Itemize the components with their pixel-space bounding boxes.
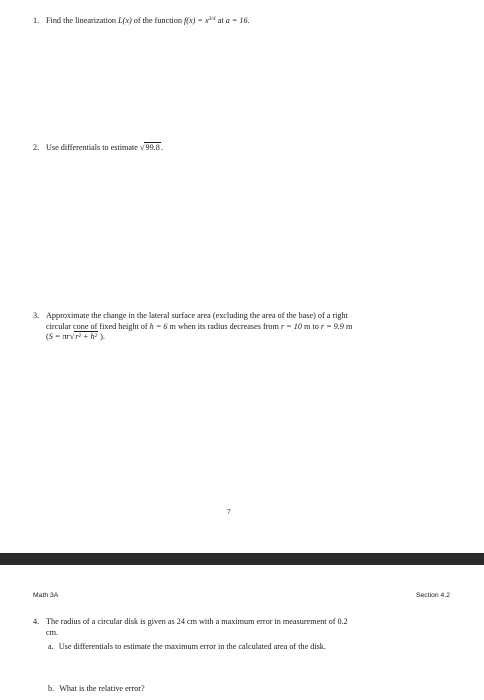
radical-expression bbox=[140, 142, 161, 152]
math-function: $f(x) = x^{3/4}$ bbox=[184, 16, 216, 25]
formula-lhs: S = πr bbox=[48, 332, 70, 342]
sub-text: Use differentials to estimate the maximum error in the calculated area of the disk. bbox=[58, 642, 326, 651]
radical-sign: √ bbox=[69, 332, 75, 342]
math-exponent: 3/4 bbox=[208, 16, 216, 22]
question-text: m when its radius decreases from bbox=[169, 321, 279, 331]
question-1 bbox=[33, 16, 433, 27]
period: . bbox=[160, 143, 163, 152]
question-text: Approximate the change in the lateral surface area (excluding the area of the base) of a right bbox=[46, 311, 348, 320]
course-header: Math 3A bbox=[33, 592, 59, 599]
question-text: The radius of a circular disk is given as 24 cm with a maximum error in measurement of 0.2 bbox=[46, 617, 348, 626]
question-3 bbox=[33, 311, 433, 343]
paren-open: ( bbox=[46, 332, 49, 342]
sub-label: b. bbox=[48, 684, 55, 693]
question-number: 3. bbox=[33, 311, 40, 320]
page-number: 7 bbox=[227, 507, 231, 516]
question-4a bbox=[48, 642, 326, 653]
question-number: 4. bbox=[33, 617, 40, 626]
sub-label: a. bbox=[48, 642, 54, 651]
math-point: a = 16. bbox=[225, 16, 250, 25]
paren-close: ). bbox=[100, 332, 105, 342]
question-text: m bbox=[345, 321, 353, 331]
question-text: circular cone of fixed height of bbox=[46, 321, 148, 331]
radicand: 99.8 bbox=[145, 143, 160, 152]
question-text: at bbox=[217, 16, 224, 25]
sub-text: What is the relative error? bbox=[59, 684, 145, 693]
question-number: 2. bbox=[33, 143, 40, 152]
math-radius-end: r = 9.9 bbox=[320, 321, 344, 331]
question-number: 1. bbox=[33, 16, 40, 25]
page-divider bbox=[0, 553, 484, 565]
question-text: m to bbox=[304, 321, 319, 331]
question-text: Use differentials to estimate bbox=[46, 143, 138, 152]
radicand: r² + h² bbox=[75, 332, 98, 342]
question-4b bbox=[48, 684, 145, 695]
radical-sign: √ bbox=[139, 143, 145, 152]
question-text: cm. bbox=[46, 627, 59, 637]
section-header: Section 4.2 bbox=[415, 592, 450, 599]
math-radius-start: r = 10 bbox=[280, 321, 302, 331]
surface-area-formula bbox=[33, 332, 433, 343]
question-text: of the function bbox=[133, 16, 182, 25]
question-4 bbox=[33, 617, 433, 638]
question-text: Find the linearization bbox=[46, 16, 117, 25]
math-height: h = 6 bbox=[149, 321, 168, 331]
math-linearization: L(x) bbox=[118, 16, 132, 25]
question-2 bbox=[33, 143, 433, 154]
